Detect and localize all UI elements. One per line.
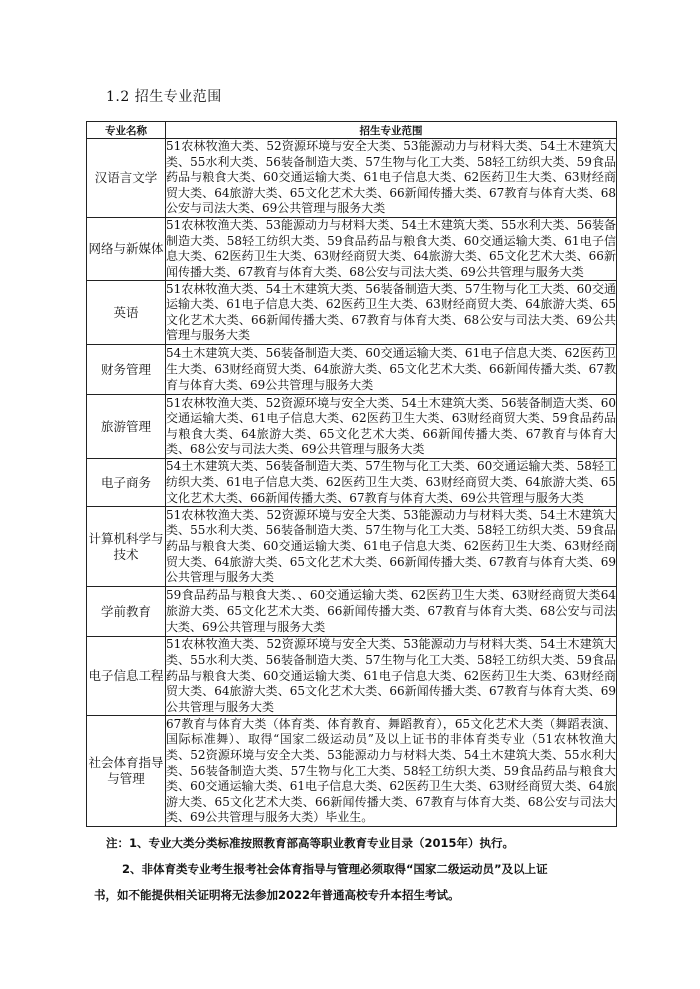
majors-table — [86, 121, 617, 827]
major-name: 网络与新媒体 — [87, 218, 166, 281]
major-name: 财务管理 — [87, 345, 166, 395]
major-scope: 51农林牧渔大类、52资源环境与安全大类、54土木建筑大类、56装备制造大类、60交通运输大类、61电子信息大类、62医药卫生大类、63财经商贸大类、59食品药品与粮食大类、64旅游大类、65文化艺术大类、66新闻传播大类、67教育与体育大类、68公安与司法大类、69公共管理与服务大类 — [166, 395, 617, 459]
major-name: 学前教育 — [87, 587, 166, 637]
major-scope: 54土木建筑大类、56装备制造大类、57生物与化工大类、60交通运输大类、58轻工纺织大类、61电子信息大类、62医药卫生大类、63财经商贸大类、64旅游大类、65文化艺术大类、66新闻传播大类、67教育与体育大类、69公共管理与服务大类 — [166, 459, 617, 507]
major-scope: 51农林牧渔大类、52资源环境与安全大类、53能源动力与材料大类、54土木建筑大类、55水利大类、56装备制造大类、57生物与化工大类、58轻工纺织大类、59食品药品与粮食大类、60交通运输大类、61电子信息大类、62医药卫生大类、63财经商贸大类、64旅游大类、65文化艺术大类、66新闻传播大类、67教育与体育大类、69公共管理与服务大类 — [166, 637, 617, 716]
note-2: 2、非体育类专业考生报考社会体育指导与管理必须取得“国家二级运动员”及以上证 — [122, 862, 548, 876]
major-name: 汉语言文学 — [87, 139, 166, 218]
table-row — [87, 459, 617, 507]
notes — [86, 830, 626, 908]
major-name: 社会体育指导与管理 — [87, 716, 166, 827]
major-scope: 51农林牧渔大类、52资源环境与安全大类、53能源动力与材料大类、54土木建筑大类、55水利大类、56装备制造大类、57生物与化工大类、58轻工纺织大类、59食品药品与粮食大类、60交通运输大类、61电子信息大类、62医药卫生大类、63财经商贸大类、64旅游大类、65文化艺术大类、66新闻传播大类、67教育与体育大类、68公安与司法大类、69公共管理与服务大类 — [166, 139, 617, 218]
section-title: 1.2 招生专业范围 — [106, 89, 222, 105]
table-row — [87, 716, 617, 827]
major-name: 电子商务 — [87, 459, 166, 507]
table-row — [87, 507, 617, 587]
table-row — [87, 395, 617, 459]
major-scope: 59食品药品与粮食大类、、60交通运输大类、62医药卫生大类、63财经商贸大类64旅游大类、65文化艺术大类、66新闻传播大类、67教育与体育大类、68公安与司法大类、69公共管理与服务大类 — [166, 587, 617, 637]
table-header-row — [87, 122, 617, 139]
major-name: 计算机科学与技术 — [87, 507, 166, 587]
major-scope: 54土木建筑大类、56装备制造大类、60交通运输大类、61电子信息大类、62医药卫生大类、63财经商贸大类、64旅游大类、65文化艺术大类、66新闻传播大类、67教育与体育大类、69公共管理与服务大类 — [166, 345, 617, 395]
table-row — [87, 345, 617, 395]
major-name: 英语 — [87, 281, 166, 345]
table-row — [87, 587, 617, 637]
column-header-major: 专业名称 — [87, 122, 166, 139]
table-row — [87, 637, 617, 716]
note-2-continued: 书，如不能提供相关证明将无法参加2022年普通高校专升本招生考试。 — [94, 888, 460, 902]
major-scope: 67教育与体育大类（体育类、体育教育、舞蹈教育），65文化艺术大类（舞蹈表演、国际标准舞）、取得“国家二级运动员”及以上证书的非体育类专业（51农林牧渔大类、52资源环境与安全大类、53能源动力与材料大类、54土木建筑大类、55水利大类、56装备制造大类、57生物与化工大类、58轻工纺织大类、59食品药品与粮食大类、60交通运输大类、61电子信息大类、62医药卫生大类、63财经商贸大类、64旅游大类、65文化艺术大类、66新闻传播大类、67教育与体育大类、68公安与司法大类、69公共管理与服务大类）毕业生。 — [166, 716, 617, 827]
table-row — [87, 281, 617, 345]
major-scope: 51农林牧渔大类、54土木建筑大类、56装备制造大类、57生物与化工大类、60交通运输大类、61电子信息大类、62医药卫生大类、63财经商贸大类、64旅游大类、65文化艺术大类、66新闻传播大类、67教育与体育大类、68公安与司法大类、69公共管理与服务大类 — [166, 281, 617, 345]
column-header-scope: 招生专业范围 — [166, 122, 617, 139]
major-scope: 51农林牧渔大类、53能源动力与材料大类、54土木建筑大类、55水利大类、56装备制造大类、58轻工纺织大类、59食品药品与粮食大类、60交通运输大类、61电子信息大类、62医药卫生大类、63财经商贸大类、64旅游大类、65文化艺术大类、66新闻传播大类、67教育与体育大类、68公安与司法大类、69公共管理与服务大类 — [166, 218, 617, 281]
major-name: 旅游管理 — [87, 395, 166, 459]
major-name: 电子信息工程 — [87, 637, 166, 716]
note-1: 注：1、专业大类分类标准按照教育部高等职业教育专业目录（2015年）执行。 — [106, 836, 515, 850]
table-row — [87, 139, 617, 218]
major-scope: 51农林牧渔大类、52资源环境与安全大类、53能源动力与材料大类、54土木建筑大类、55水利大类、56装备制造大类、57生物与化工大类、58轻工纺织大类、59食品药品与粮食大类、60交通运输大类、61电子信息大类、62医药卫生大类、63财经商贸大类、64旅游大类、65文化艺术大类、66新闻传播大类、67教育与体育大类、69公共管理与服务大类 — [166, 507, 617, 587]
table-row — [87, 218, 617, 281]
